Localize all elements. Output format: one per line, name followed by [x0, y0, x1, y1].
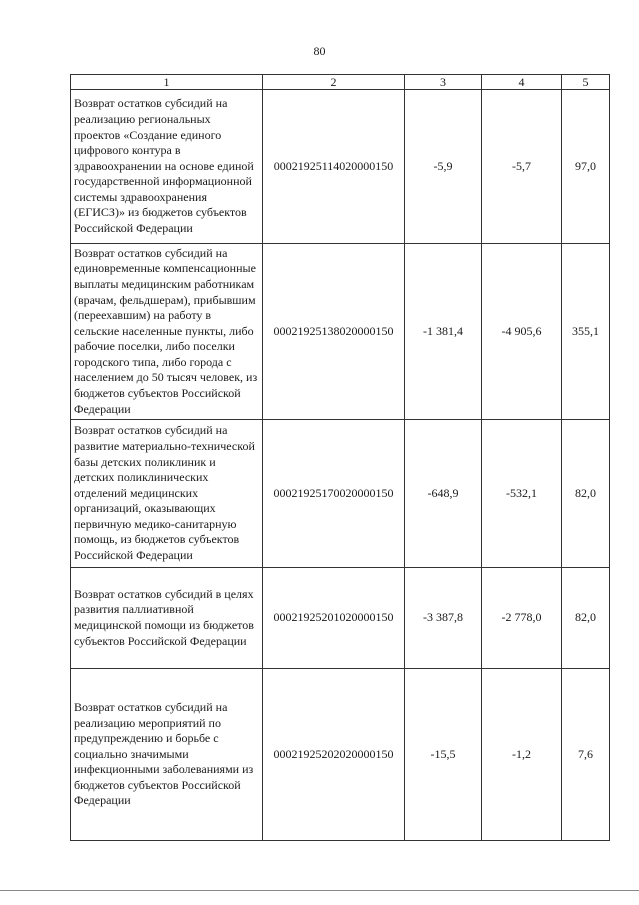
row-code: 00021925202020000150: [263, 669, 405, 841]
table-row: [71, 420, 610, 568]
row-value-col5: 97,0: [562, 90, 610, 244]
row-value-col5: 7,6: [562, 669, 610, 841]
row-description: Возврат остатков субсидий на реализацию мероприятий по предупреждению и борьбе с социально значимыми инфекционными заболеваниями из бюджетов субъектов Российской Федерации: [71, 669, 263, 841]
column-header-4: 4: [482, 75, 562, 90]
row-value-col3: -3 387,8: [405, 568, 482, 669]
row-value-col5: 82,0: [562, 568, 610, 669]
row-description: Возврат остатков субсидий на реализацию региональных проектов «Создание единого цифрового контура в здравоохранении на основе единой государственной информационной системы здравоохранения (ЕГИСЗ)» из бюджетов субъектов Российской Федерации: [71, 90, 263, 244]
row-value-col4: -1,2: [482, 669, 562, 841]
row-value-col4: -5,7: [482, 90, 562, 244]
budget-table: [70, 74, 610, 841]
page-number: 80: [313, 44, 326, 58]
row-code: 00021925114020000150: [263, 90, 405, 244]
table-row: [71, 90, 610, 244]
row-value-col3: -15,5: [405, 669, 482, 841]
page-bottom-rule: [0, 890, 639, 891]
table-row: [71, 568, 610, 669]
table-row: [71, 669, 610, 841]
table-row: [71, 244, 610, 420]
column-header-3: 3: [405, 75, 482, 90]
row-code: 00021925201020000150: [263, 568, 405, 669]
column-header-2: 2: [263, 75, 405, 90]
row-value-col3: -1 381,4: [405, 244, 482, 420]
row-description: Возврат остатков субсидий на единовременные компенсационные выплаты медицинским работникам (врачам, фельдшерам), прибывшим (переехавшим) на работу в сельские населенные пункты, либо рабочие поселки, либо поселки городского типа, либо города с населением до 50 тысяч человек, из бюджетов субъектов Российской Федерации: [71, 244, 263, 420]
row-description: Возврат остатков субсидий в целях развития паллиативной медицинской помощи из бюджетов субъектов Российской Федерации: [71, 568, 263, 669]
row-value-col4: -2 778,0: [482, 568, 562, 669]
row-value-col3: -5,9: [405, 90, 482, 244]
table-header: [71, 75, 610, 90]
column-header-1: 1: [71, 75, 263, 90]
row-value-col5: 82,0: [562, 420, 610, 568]
row-value-col4: -4 905,6: [482, 244, 562, 420]
row-code: 00021925138020000150: [263, 244, 405, 420]
row-code: 00021925170020000150: [263, 420, 405, 568]
row-value-col4: -532,1: [482, 420, 562, 568]
row-value-col3: -648,9: [405, 420, 482, 568]
row-description: Возврат остатков субсидий на развитие материально-технической базы детских поликлиник и детских поликлинических отделений медицинских организаций, оказывающих первичную медико-санитарную помощь, из бюджетов субъектов Российской Федерации: [71, 420, 263, 568]
row-value-col5: 355,1: [562, 244, 610, 420]
column-header-5: 5: [562, 75, 610, 90]
